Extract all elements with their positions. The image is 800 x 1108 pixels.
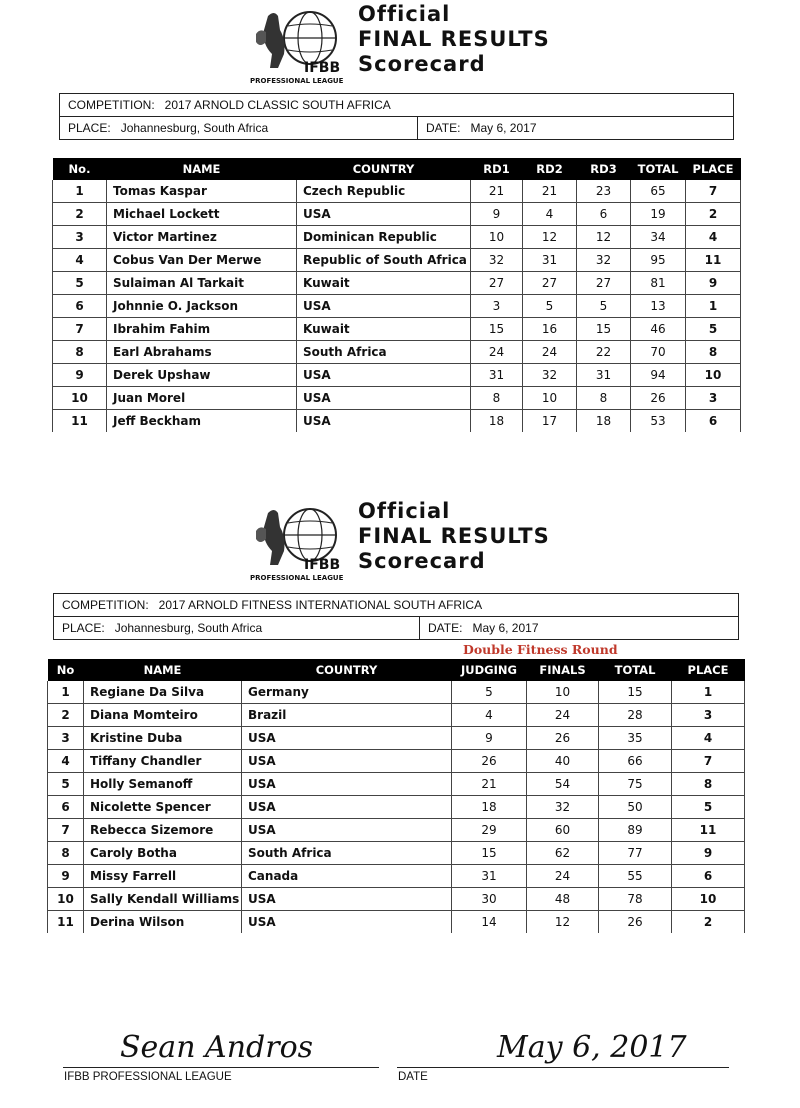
- table-header-row: [53, 158, 741, 180]
- cell-place: 4: [686, 226, 741, 249]
- cell-rd1: 27: [471, 272, 523, 295]
- table-row: [48, 911, 745, 934]
- cell-judging: 14: [452, 911, 527, 934]
- signature-line-official: [63, 1067, 379, 1068]
- page-title-2: [358, 499, 550, 574]
- title-line-official: Official: [358, 499, 451, 523]
- cell-finals: 32: [527, 796, 599, 819]
- cell-total: 15: [599, 681, 672, 704]
- cell-finals: 40: [527, 750, 599, 773]
- cell-total: 77: [599, 842, 672, 865]
- table-row: [53, 272, 741, 295]
- cell-total: 89: [599, 819, 672, 842]
- cell-country: USA: [242, 796, 452, 819]
- cell-rd2: 16: [523, 318, 577, 341]
- cell-name: Caroly Botha: [84, 842, 242, 865]
- cell-finals: 24: [527, 704, 599, 727]
- cell-rd2: 24: [523, 341, 577, 364]
- table-row: [53, 318, 741, 341]
- table-row: [48, 842, 745, 865]
- cell-place: 5: [672, 796, 745, 819]
- cell-place: 3: [686, 387, 741, 410]
- cell-name: Juan Morel: [107, 387, 297, 410]
- logo-subtext: PROFESSIONAL LEAGUE: [250, 77, 344, 85]
- cell-rd3: 23: [577, 180, 631, 203]
- cell-total: 19: [631, 203, 686, 226]
- cell-no: 7: [48, 819, 84, 842]
- cell-place: 1: [686, 295, 741, 318]
- cell-rd1: 15: [471, 318, 523, 341]
- cell-rd1: 32: [471, 249, 523, 272]
- cell-country: USA: [297, 203, 471, 226]
- cell-judging: 30: [452, 888, 527, 911]
- cell-rd2: 12: [523, 226, 577, 249]
- table-row: [48, 865, 745, 888]
- cell-place: 2: [686, 203, 741, 226]
- cell-rd1: 3: [471, 295, 523, 318]
- cell-no: 10: [48, 888, 84, 911]
- cell-judging: 15: [452, 842, 527, 865]
- col-header-no: No.: [53, 158, 107, 180]
- cell-rd2: 31: [523, 249, 577, 272]
- cell-country: Republic of South Africa: [297, 249, 471, 272]
- table-row: [48, 888, 745, 911]
- title-line-official: Official: [358, 2, 451, 26]
- double-fitness-round-subheading: Double Fitness Round: [463, 642, 618, 657]
- cell-name: Michael Lockett: [107, 203, 297, 226]
- cell-rd3: 5: [577, 295, 631, 318]
- table-row: [48, 681, 745, 704]
- cell-place: 11: [686, 249, 741, 272]
- cell-finals: 26: [527, 727, 599, 750]
- cell-total: 13: [631, 295, 686, 318]
- cell-finals: 48: [527, 888, 599, 911]
- cell-country: USA: [297, 364, 471, 387]
- cell-total: 94: [631, 364, 686, 387]
- cell-rd2: 4: [523, 203, 577, 226]
- cell-name: Regiane Da Silva: [84, 681, 242, 704]
- col-header-country: COUNTRY: [297, 158, 471, 180]
- results-table-classic: [52, 158, 741, 432]
- table-row: [48, 750, 745, 773]
- cell-rd3: 31: [577, 364, 631, 387]
- cell-no: 5: [53, 272, 107, 295]
- cell-rd3: 27: [577, 272, 631, 295]
- cell-rd3: 32: [577, 249, 631, 272]
- cell-finals: 12: [527, 911, 599, 934]
- cell-place: 7: [672, 750, 745, 773]
- col-header-rd3: RD3: [577, 158, 631, 180]
- cell-name: Nicolette Spencer: [84, 796, 242, 819]
- cell-place: 10: [672, 888, 745, 911]
- cell-no: 6: [53, 295, 107, 318]
- cell-total: 53: [631, 410, 686, 433]
- cell-name: Earl Abrahams: [107, 341, 297, 364]
- cell-judging: 5: [452, 681, 527, 704]
- cell-total: 55: [599, 865, 672, 888]
- competition-value: 2017 ARNOLD CLASSIC SOUTH AFRICA: [164, 98, 391, 112]
- cell-country: USA: [242, 750, 452, 773]
- official-label: IFBB PROFESSIONAL LEAGUE: [64, 1071, 232, 1083]
- col-header-rd1: RD1: [471, 158, 523, 180]
- cell-no: 4: [53, 249, 107, 272]
- date-value: May 6, 2017: [470, 121, 537, 135]
- table-row: [53, 295, 741, 318]
- cell-judging: 29: [452, 819, 527, 842]
- cell-no: 9: [53, 364, 107, 387]
- cell-rd2: 21: [523, 180, 577, 203]
- competition-info-box: [59, 93, 734, 140]
- cell-total: 95: [631, 249, 686, 272]
- cell-place: 5: [686, 318, 741, 341]
- cell-no: 7: [53, 318, 107, 341]
- cell-country: USA: [242, 819, 452, 842]
- date-value: May 6, 2017: [472, 621, 539, 635]
- cell-no: 3: [53, 226, 107, 249]
- cell-country: USA: [242, 773, 452, 796]
- table-row: [53, 387, 741, 410]
- cell-total: 34: [631, 226, 686, 249]
- cell-name: Diana Momteiro: [84, 704, 242, 727]
- col-header-judging: JUDGING: [452, 659, 527, 681]
- table-row: [53, 249, 741, 272]
- cell-total: 26: [631, 387, 686, 410]
- table-row: [53, 410, 741, 433]
- cell-rd1: 10: [471, 226, 523, 249]
- col-header-place: PLACE: [672, 659, 745, 681]
- cell-total: 46: [631, 318, 686, 341]
- cell-place: 6: [672, 865, 745, 888]
- table-row: [53, 226, 741, 249]
- cell-rd2: 27: [523, 272, 577, 295]
- cell-country: Germany: [242, 681, 452, 704]
- cell-finals: 24: [527, 865, 599, 888]
- cell-name: Sally Kendall Williams: [84, 888, 242, 911]
- cell-country: USA: [297, 295, 471, 318]
- cell-name: Sulaiman Al Tarkait: [107, 272, 297, 295]
- cell-place: 10: [686, 364, 741, 387]
- table-row: [53, 203, 741, 226]
- competition-value: 2017 ARNOLD FITNESS INTERNATIONAL SOUTH AFRICA: [158, 598, 483, 612]
- cell-finals: 60: [527, 819, 599, 842]
- table-row: [53, 341, 741, 364]
- cell-total: 65: [631, 180, 686, 203]
- title-line-scorecard: Scorecard: [358, 549, 486, 573]
- cell-name: Holly Semanoff: [84, 773, 242, 796]
- cell-country: Kuwait: [297, 318, 471, 341]
- logo-text: IFBB: [304, 557, 341, 573]
- cell-no: 11: [48, 911, 84, 934]
- ifbb-logo-2: [248, 503, 348, 583]
- table-row: [53, 364, 741, 387]
- cell-country: USA: [242, 911, 452, 934]
- cell-no: 10: [53, 387, 107, 410]
- cell-total: 35: [599, 727, 672, 750]
- results-table-fitness: [47, 659, 745, 933]
- title-line-final-results: FINAL RESULTS: [358, 524, 550, 548]
- cell-name: Ibrahim Fahim: [107, 318, 297, 341]
- cell-no: 8: [48, 842, 84, 865]
- signature-line-date: [397, 1067, 729, 1068]
- cell-name: Victor Martinez: [107, 226, 297, 249]
- cell-finals: 62: [527, 842, 599, 865]
- table-row: [53, 180, 741, 203]
- cell-no: 9: [48, 865, 84, 888]
- cell-place: 8: [672, 773, 745, 796]
- cell-place: 3: [672, 704, 745, 727]
- cell-rd1: 18: [471, 410, 523, 433]
- cell-place: 9: [672, 842, 745, 865]
- logo-subtext: PROFESSIONAL LEAGUE: [250, 574, 344, 582]
- official-signature: Sean Andros: [120, 1030, 314, 1065]
- cell-no: 2: [48, 704, 84, 727]
- page-title: [358, 2, 550, 77]
- cell-place: 9: [686, 272, 741, 295]
- col-header-no: No: [48, 659, 84, 681]
- cell-judging: 18: [452, 796, 527, 819]
- place-label: PLACE:: [62, 621, 105, 635]
- cell-country: Canada: [242, 865, 452, 888]
- cell-rd1: 24: [471, 341, 523, 364]
- cell-finals: 54: [527, 773, 599, 796]
- date-label: DATE:: [428, 621, 463, 635]
- cell-rd1: 31: [471, 364, 523, 387]
- cell-place: 8: [686, 341, 741, 364]
- cell-no: 8: [53, 341, 107, 364]
- cell-judging: 9: [452, 727, 527, 750]
- cell-judging: 26: [452, 750, 527, 773]
- cell-rd3: 15: [577, 318, 631, 341]
- cell-rd2: 32: [523, 364, 577, 387]
- cell-place: 4: [672, 727, 745, 750]
- cell-no: 11: [53, 410, 107, 433]
- ifbb-logo: [248, 6, 348, 86]
- cell-rd3: 12: [577, 226, 631, 249]
- cell-country: Brazil: [242, 704, 452, 727]
- cell-name: Johnnie O. Jackson: [107, 295, 297, 318]
- table-row: [48, 773, 745, 796]
- competition-label: COMPETITION:: [62, 598, 149, 612]
- cell-place: 1: [672, 681, 745, 704]
- cell-country: South Africa: [297, 341, 471, 364]
- cell-no: 6: [48, 796, 84, 819]
- cell-rd3: 6: [577, 203, 631, 226]
- cell-no: 1: [53, 180, 107, 203]
- cell-rd1: 8: [471, 387, 523, 410]
- cell-judging: 4: [452, 704, 527, 727]
- cell-judging: 21: [452, 773, 527, 796]
- col-header-total: TOTAL: [631, 158, 686, 180]
- cell-total: 78: [599, 888, 672, 911]
- cell-name: Cobus Van Der Merwe: [107, 249, 297, 272]
- col-header-finals: FINALS: [527, 659, 599, 681]
- cell-rd2: 10: [523, 387, 577, 410]
- cell-name: Rebecca Sizemore: [84, 819, 242, 842]
- cell-place: 11: [672, 819, 745, 842]
- table-row: [48, 704, 745, 727]
- table-row: [48, 819, 745, 842]
- cell-rd1: 9: [471, 203, 523, 226]
- cell-no: 2: [53, 203, 107, 226]
- cell-country: USA: [242, 727, 452, 750]
- cell-name: Kristine Duba: [84, 727, 242, 750]
- cell-place: 7: [686, 180, 741, 203]
- cell-total: 66: [599, 750, 672, 773]
- col-header-name: NAME: [84, 659, 242, 681]
- table-row: [48, 727, 745, 750]
- title-line-final-results: FINAL RESULTS: [358, 27, 550, 51]
- logo-text: IFBB: [304, 60, 341, 76]
- cell-rd1: 21: [471, 180, 523, 203]
- cell-country: Czech Republic: [297, 180, 471, 203]
- date-label: DATE:: [426, 121, 461, 135]
- cell-country: Kuwait: [297, 272, 471, 295]
- cell-total: 75: [599, 773, 672, 796]
- cell-no: 3: [48, 727, 84, 750]
- cell-name: Jeff Beckham: [107, 410, 297, 433]
- cell-rd3: 8: [577, 387, 631, 410]
- cell-country: USA: [297, 410, 471, 433]
- col-header-name: NAME: [107, 158, 297, 180]
- cell-name: Tomas Kaspar: [107, 180, 297, 203]
- cell-no: 5: [48, 773, 84, 796]
- cell-country: Dominican Republic: [297, 226, 471, 249]
- cell-rd2: 5: [523, 295, 577, 318]
- cell-place: 6: [686, 410, 741, 433]
- cell-name: Tiffany Chandler: [84, 750, 242, 773]
- cell-rd3: 18: [577, 410, 631, 433]
- date-signature: May 6, 2017: [497, 1030, 687, 1065]
- competition-info-box-2: [53, 593, 739, 640]
- cell-total: 70: [631, 341, 686, 364]
- competition-label: COMPETITION:: [68, 98, 155, 112]
- place-value: Johannesburg, South Africa: [120, 121, 269, 135]
- date-signature-label: DATE: [398, 1071, 428, 1083]
- cell-no: 1: [48, 681, 84, 704]
- cell-place: 2: [672, 911, 745, 934]
- cell-country: USA: [242, 888, 452, 911]
- cell-total: 50: [599, 796, 672, 819]
- table-header-row: [48, 659, 745, 681]
- col-header-rd2: RD2: [523, 158, 577, 180]
- cell-country: USA: [297, 387, 471, 410]
- cell-no: 4: [48, 750, 84, 773]
- cell-judging: 31: [452, 865, 527, 888]
- cell-finals: 10: [527, 681, 599, 704]
- cell-rd3: 22: [577, 341, 631, 364]
- cell-name: Derina Wilson: [84, 911, 242, 934]
- col-header-country: COUNTRY: [242, 659, 452, 681]
- title-line-scorecard: Scorecard: [358, 52, 486, 76]
- cell-rd2: 17: [523, 410, 577, 433]
- cell-total: 28: [599, 704, 672, 727]
- place-label: PLACE:: [68, 121, 111, 135]
- cell-name: Missy Farrell: [84, 865, 242, 888]
- cell-name: Derek Upshaw: [107, 364, 297, 387]
- col-header-place: PLACE: [686, 158, 741, 180]
- cell-total: 26: [599, 911, 672, 934]
- place-value: Johannesburg, South Africa: [114, 621, 263, 635]
- table-row: [48, 796, 745, 819]
- cell-total: 81: [631, 272, 686, 295]
- col-header-total: TOTAL: [599, 659, 672, 681]
- cell-country: South Africa: [242, 842, 452, 865]
